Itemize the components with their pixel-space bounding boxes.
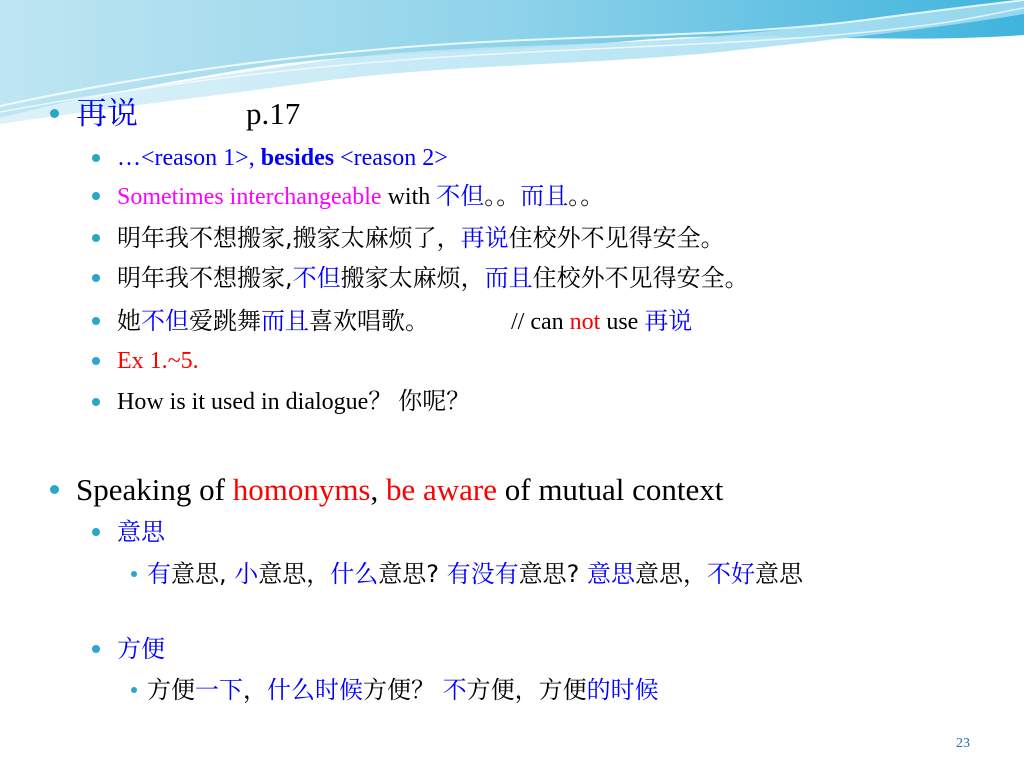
text-segment: 住校外不见得安全。 xyxy=(508,224,725,252)
text-segment: 方便 xyxy=(147,676,195,704)
bullet-text xyxy=(117,349,199,373)
text-segment: 意思? xyxy=(378,560,447,588)
text-segment: of mutual context xyxy=(497,472,724,507)
text-segment: 意思, xyxy=(171,560,235,588)
bullet-dot xyxy=(92,645,100,653)
text-segment: 不但 xyxy=(436,182,485,210)
bullet-dot xyxy=(92,154,100,162)
bullet-dot xyxy=(92,317,100,325)
text-segment: Sometimes interchangeable xyxy=(117,184,382,210)
text-segment: 不但 xyxy=(141,307,189,335)
text-segment: 意思 xyxy=(117,518,165,546)
text-segment: 不 xyxy=(442,676,467,704)
bullet-text xyxy=(117,390,470,414)
bullet-text xyxy=(117,184,604,209)
text-segment: 一下 xyxy=(195,676,243,704)
text-segment: 意思? xyxy=(518,560,588,588)
text-segment: 什么时候 xyxy=(267,676,363,704)
text-segment: 。。 xyxy=(484,182,521,210)
bullet-dot xyxy=(131,571,137,577)
text-segment: …<reason 1>, xyxy=(117,145,261,171)
bullet-text xyxy=(117,266,749,291)
bullet-dot xyxy=(92,274,100,282)
text-segment: homonyms xyxy=(232,472,371,507)
bullet-text xyxy=(76,98,300,130)
text-segment: 意思， xyxy=(635,560,708,588)
bullet-dot xyxy=(92,398,100,406)
bullet-dot xyxy=(92,234,100,242)
bullet-text xyxy=(117,226,725,251)
text-segment: 搬家太麻烦， xyxy=(340,264,485,292)
text-segment: Ex 1.~5. xyxy=(117,348,199,374)
text-segment: 再说 xyxy=(644,307,693,335)
bullet-dot xyxy=(50,485,59,494)
bullet-text xyxy=(147,562,803,587)
text-segment: with xyxy=(381,184,437,210)
text-segment: besides xyxy=(260,145,335,171)
bullet-dot xyxy=(92,528,100,536)
text-segment: 而且 xyxy=(520,182,569,210)
text-segment: p.17 xyxy=(246,96,301,131)
text-segment: 而且 xyxy=(484,264,533,292)
text-segment: 意思 xyxy=(587,560,636,588)
text-segment: 方便，方便 xyxy=(466,676,587,704)
bullet-text xyxy=(147,678,659,703)
text-segment: , xyxy=(370,472,386,507)
text-segment: 喜欢唱歌。 xyxy=(309,307,429,335)
text-segment: 爱跳舞 xyxy=(189,307,261,335)
bullet-dot xyxy=(92,357,100,365)
text-segment: Speaking of xyxy=(76,472,233,507)
bullet-dot xyxy=(92,192,100,200)
text-segment: 意思， xyxy=(258,560,331,588)
text-segment: be aware xyxy=(386,472,497,507)
bullet-text xyxy=(76,474,723,505)
text-segment: 。。 xyxy=(568,182,605,210)
bullet-text xyxy=(117,146,448,170)
text-segment: 再说 xyxy=(76,96,138,132)
text-segment: use xyxy=(600,309,645,335)
bullet-text xyxy=(117,520,165,545)
text-segment: 小 xyxy=(234,560,259,588)
text-segment: 意思 xyxy=(755,560,804,588)
text-segment: 的时候 xyxy=(586,676,659,704)
text-segment: 不好 xyxy=(707,560,756,588)
bullet-dot xyxy=(50,109,59,118)
text-segment: 有没有 xyxy=(446,560,519,588)
slide-number: 23 xyxy=(956,736,970,751)
bullet-dot xyxy=(131,687,137,693)
text-segment: 方便 xyxy=(117,635,165,663)
bullet-text xyxy=(117,637,165,662)
text-segment: 而且 xyxy=(261,307,309,335)
text-segment: 住校外不见得安全。 xyxy=(532,264,749,292)
text-segment: 明年我不想搬家, xyxy=(117,264,293,292)
text-segment: 她 xyxy=(117,307,141,335)
text-segment: <reason 2> xyxy=(334,145,448,171)
text-segment: 方便？ xyxy=(363,676,443,704)
text-segment: 有 xyxy=(147,560,171,588)
text-segment: 明年我不想搬家,搬家太麻烦了， xyxy=(117,224,461,252)
text-segment: ， xyxy=(243,676,267,704)
text-segment: 什么 xyxy=(330,560,379,588)
bullet-text xyxy=(117,309,692,334)
text-segment: 不但 xyxy=(292,264,341,292)
text-segment: 再说 xyxy=(460,224,509,252)
text-segment: // can xyxy=(511,309,570,335)
text-segment: not xyxy=(569,309,601,335)
text-segment: How is it used in dialogue？ 你呢？ xyxy=(117,389,471,415)
